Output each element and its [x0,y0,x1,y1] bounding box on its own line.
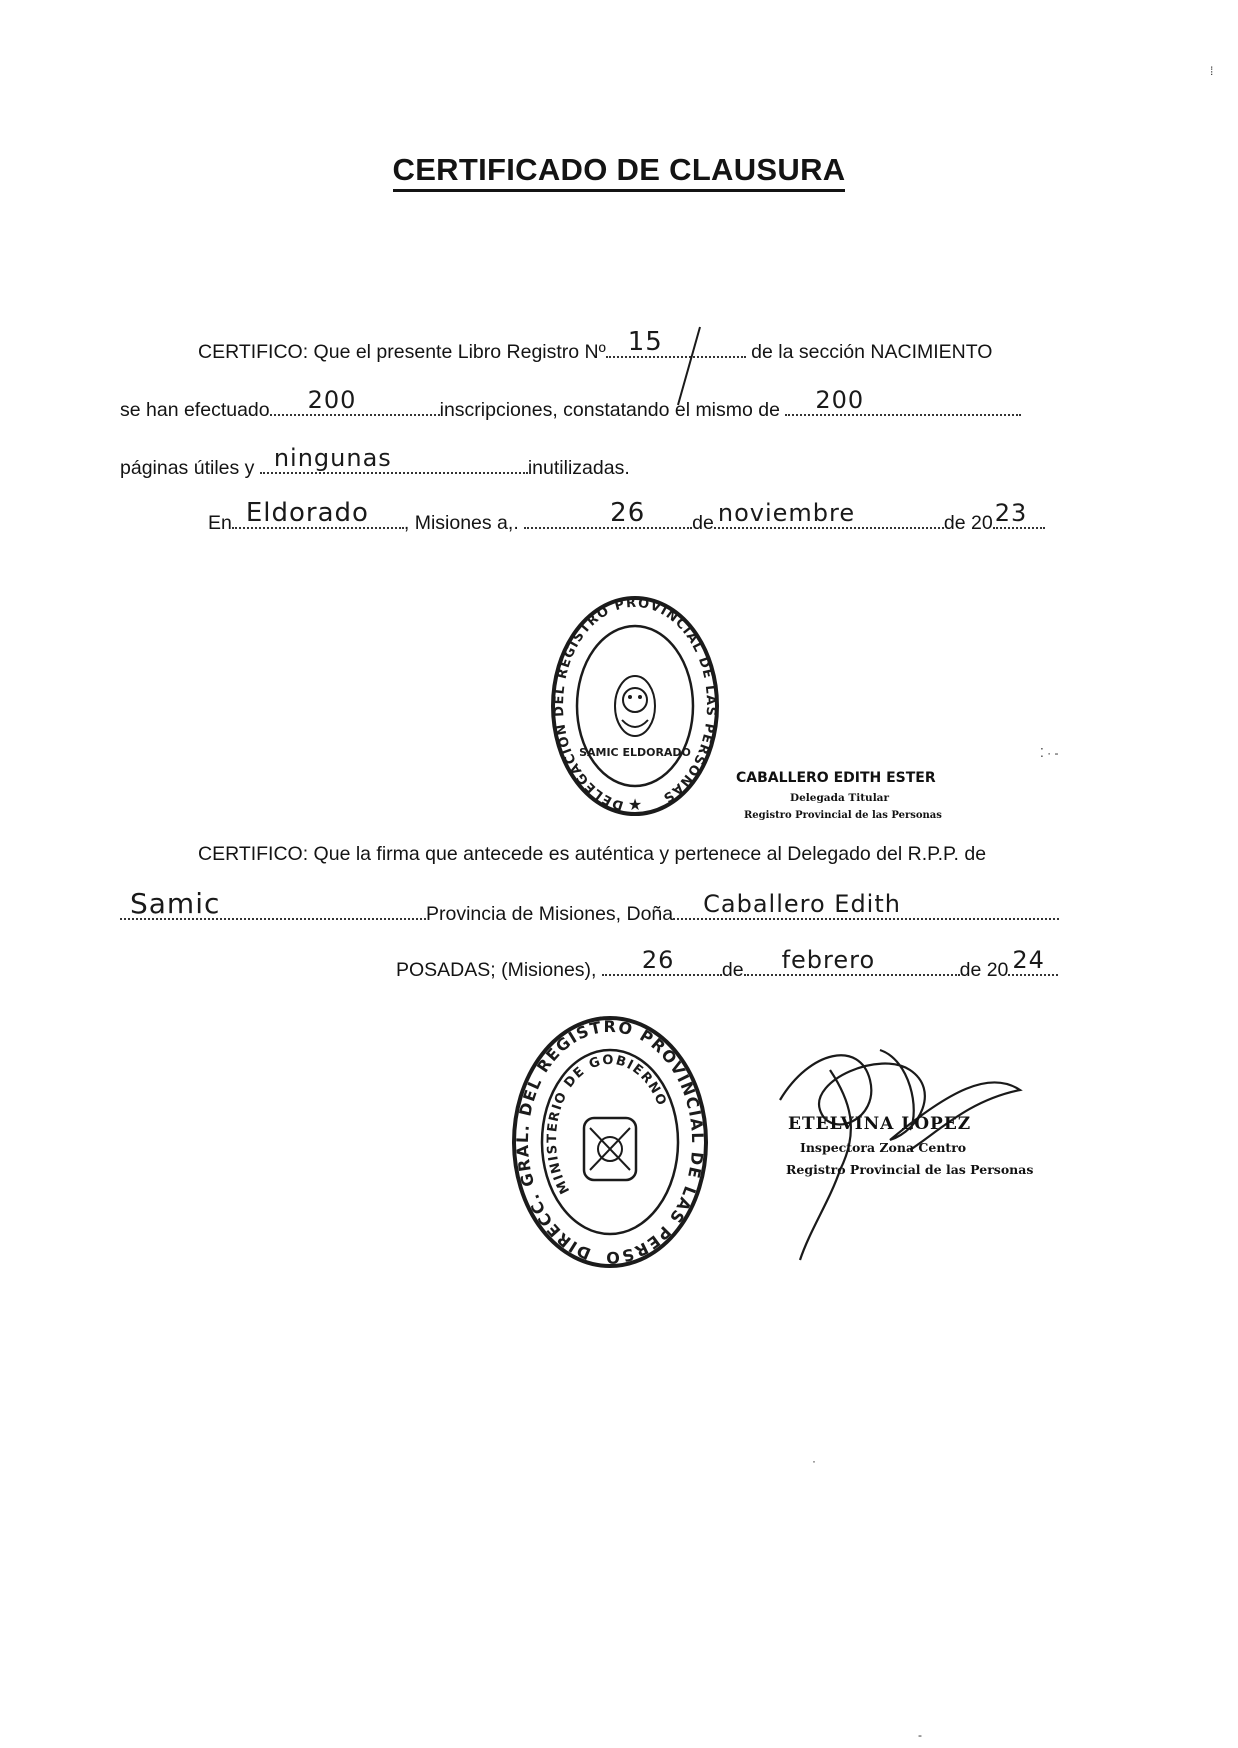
scan-mark: · [812,1454,816,1468]
stamp2-caption-role: Inspectora Zona Centro [800,1140,967,1155]
stamp1-emblem-icon [615,676,655,736]
cert2-date-line: POSADAS; (Misiones), 26 de febrero de 20 24 [396,956,1058,982]
scan-mark: - [918,1728,922,1742]
stamp2-outer-text: DIRECC. GRAL. DEL REGISTRO PROVINCIAL DE LAS PERSONAS [502,1005,708,1268]
cert2-month-field [744,946,960,976]
stamp1-star-icon: ★ [627,797,643,814]
cert2-line-1: CERTIFICO: Que la firma que antecede es auténtica y pertenece al Delegado del R.P.P. de [198,843,987,865]
stamp1-inner-text: SAMIC ELDORADO [579,746,691,759]
cert1-line-2: se han efectuado 200 inscripciones, constatando el mismo de 200 [120,396,1021,422]
paginas-field [785,386,1021,416]
year-field [993,499,1045,529]
cert2-year-handwritten: 24 [1012,946,1045,974]
document-title: CERTIFICADO DE CLAUSURA [0,152,1238,188]
stamp1-outer-text: DELEGACIÓN DEL REGISTRO PROVINCIAL DE LAS PERSONAS [551,595,719,813]
month-handwritten: noviembre [717,499,856,527]
scan-mark: ⁞ [1210,64,1214,78]
stamp1-caption-name: CABALLERO EDITH ESTER [736,770,936,786]
delegado-field [673,890,1059,920]
direccion-stamp [502,1005,710,1280]
stamp1-caption-org: Registro Provincial de las Personas [744,810,942,821]
stamp2-caption-name: ETELVINA LOPEZ [788,1114,972,1134]
delegacion-handwritten: Samic [130,887,221,920]
cert1-line-3: páginas útiles y ningunas inutilizadas. [120,444,630,479]
cert1-line-1: CERTIFICO: Que el presente Libro Registro Nº 15 de la sección NACIMIENTO [198,327,993,363]
delegacion-stamp [550,596,720,826]
year-handwritten: 23 [994,499,1028,527]
cert2-day-field [602,946,722,976]
stamp2-inner-text: MINISTERIO DE GOBIERNO [544,1052,670,1197]
day-handwritten: 26 [610,498,646,528]
cert2-line-2: Samic Provincia de Misiones, Doña Caballero Edith [120,900,1059,926]
cert1-date-line: En Eldorado , Misiones a,. 26 de noviembre de 20 23 [208,509,1045,535]
delegacion-field [120,887,426,920]
libro-numero-handwritten: 15 [627,327,663,357]
inutilizadas-field [260,444,528,474]
inscripciones-field [270,386,440,416]
day-field [524,498,692,529]
stamp1-caption-role: Delegada Titular [790,792,890,804]
place-field [232,498,404,529]
cert2-month-handwritten: febrero [781,946,876,974]
stamp2-caption-org: Registro Provincial de las Personas [786,1162,1034,1177]
delegado-handwritten: Caballero Edith [703,890,901,918]
cert2-year-field [1008,946,1058,976]
stamp2-emblem-icon [584,1118,636,1180]
cert2-day-handwritten: 26 [641,946,675,974]
scan-mark: ⁚ · - [1040,746,1059,760]
place-handwritten: Eldorado [245,498,369,528]
inutilizadas-handwritten: ningunas [273,444,392,472]
paginas-handwritten: 200 [815,386,865,414]
inscripciones-handwritten: 200 [307,386,357,414]
month-field [714,499,944,529]
